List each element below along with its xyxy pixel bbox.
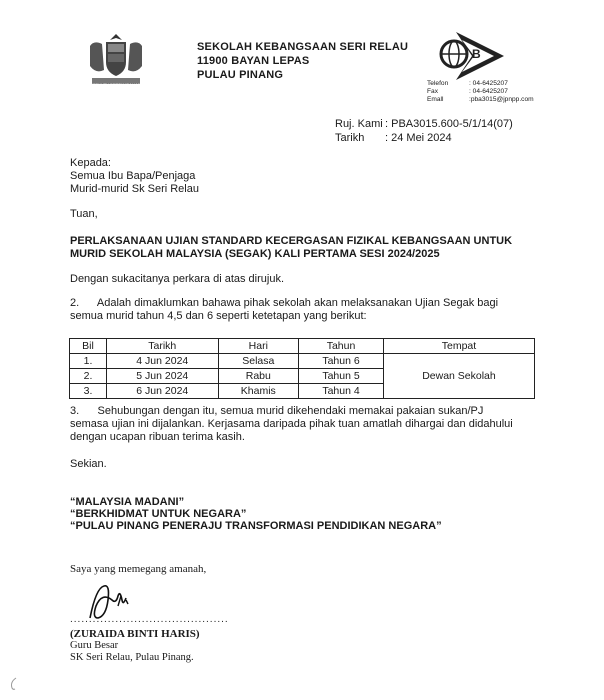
cell-tahun: Tahun 6 — [299, 354, 384, 369]
school-name: SEKOLAH KEBANGSAAN SERI RELAU — [197, 41, 409, 53]
cell-tarikh: 5 Jun 2024 — [107, 369, 219, 384]
recipient-line1: Semua Ibu Bapa/Penjaga — [70, 170, 196, 182]
cell-tahun: Tahun 4 — [299, 384, 384, 399]
paragraph-3-line3: dengan ucapan ribuan terima kasih. — [70, 431, 245, 443]
paragraph-3-line1: 3. Sehubungan dengan itu, semua murid dikehendaki memakai pakaian sukan/PJ — [70, 405, 484, 417]
tarikh-value: : 24 Mei 2024 — [385, 132, 452, 144]
paragraph-2-line1: 2. Adalah dimaklumkan bahawa pihak sekolah akan melaksanakan Ujian Segak bagi — [70, 297, 499, 309]
header-tahun: Tahun — [299, 339, 384, 354]
recipient-heading: Kepada: — [70, 157, 111, 169]
svg-text:BERSEKUTU BERTAMBAH MUTU: BERSEKUTU BERTAMBAH MUTU — [84, 82, 148, 87]
cell-tarikh: 6 Jun 2024 — [107, 384, 219, 399]
schedule-table — [69, 338, 535, 399]
subject-line2: MURID SEKOLAH MALAYSIA (SEGAK) KALI PERTAMA SESI 2024/2025 — [70, 248, 440, 260]
recipient-block — [70, 157, 199, 196]
coat-of-arms-icon — [82, 28, 150, 90]
header-bil: Bil — [70, 339, 107, 354]
paragraph-3 — [70, 405, 550, 444]
slogan-2: “BERKHIDMAT UNTUK NEGARA” — [70, 508, 247, 520]
header-hari: Hari — [218, 339, 299, 354]
paragraph-2 — [70, 297, 550, 323]
tarikh-label: Tarikh — [335, 132, 365, 144]
signatory-title — [70, 640, 194, 664]
signatory-name: (ZURAIDA BINTI HARIS) — [70, 628, 200, 640]
cell-tempat: Dewan Sekolah — [383, 354, 534, 399]
cell-bil: 1. — [70, 354, 107, 369]
signature-line: .......................................... — [70, 614, 229, 625]
stray-mark-icon — [8, 676, 20, 692]
table-header-row — [70, 339, 535, 354]
slogans-block — [70, 496, 442, 532]
closing: Sekian. — [70, 458, 107, 470]
header-tarikh: Tarikh — [107, 339, 219, 354]
slogan-3: “PULAU PINANG PENERAJU TRANSFORMASI PENDIDIKAN NEGARA” — [70, 520, 442, 532]
cell-hari: Selasa — [218, 354, 299, 369]
paragraph-3-line2: semasa ujian ini dijalankan. Kerjasama daripada pihak tuan amatlah dihargai dan didahului — [70, 418, 513, 430]
school-state: PULAU PINANG — [197, 69, 284, 81]
cell-hari: Rabu — [218, 369, 299, 384]
school-address-block — [197, 40, 408, 82]
cell-bil: 2. — [70, 369, 107, 384]
school-logo-icon — [432, 30, 512, 86]
contact-fax: Fax : 04-6425207 — [427, 88, 508, 95]
contact-telefon: Telefon : 04-6425207 — [427, 80, 508, 87]
ruj-label: Ruj. Kami — [335, 118, 383, 130]
header-tempat: Tempat — [383, 339, 534, 354]
letter-subject — [70, 235, 540, 261]
paragraph-2-line2: semua murid tahun 4,5 dan 6 seperti ketetapan yang berikut: — [70, 310, 367, 322]
cell-hari: Khamis — [218, 384, 299, 399]
table-row — [70, 354, 535, 369]
school-postcode-city: 11900 BAYAN LEPAS — [197, 55, 310, 67]
cell-tahun: Tahun 5 — [299, 369, 384, 384]
reference-block — [335, 117, 513, 145]
subject-line1: PERLAKSANAAN UJIAN STANDARD KECERGASAN FIZIKAL KEBANGSAAN UNTUK — [70, 235, 513, 247]
svg-text:B: B — [472, 47, 481, 61]
salutation: Tuan, — [70, 208, 98, 220]
cell-tarikh: 4 Jun 2024 — [107, 354, 219, 369]
signoff-amanah: Saya yang memegang amanah, — [70, 563, 207, 575]
contact-email: Emall :pba3015@jpnpp.com — [427, 96, 534, 103]
signatory-title-line2: SK Seri Relau, Pulau Pinang. — [70, 652, 194, 663]
slogan-1: “MALAYSIA MADANI” — [70, 496, 185, 508]
recipient-line2: Murid-murid Sk Seri Relau — [70, 183, 199, 195]
paragraph-1: Dengan sukacitanya perkara di atas dirujuk. — [70, 273, 285, 285]
cell-bil: 3. — [70, 384, 107, 399]
ruj-value: : PBA3015.600-5/1/14(07) — [385, 118, 513, 130]
contact-info — [427, 80, 534, 104]
signatory-title-line1: Guru Besar — [70, 640, 119, 651]
